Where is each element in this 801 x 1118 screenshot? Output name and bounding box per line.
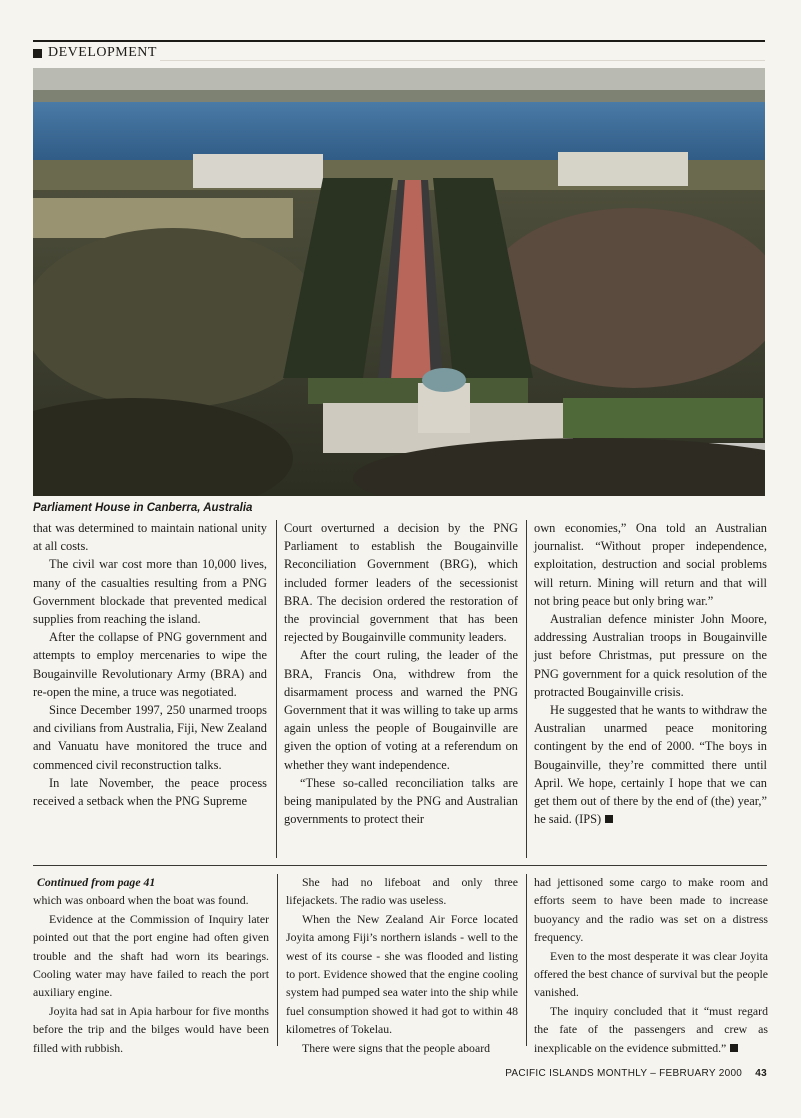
- column-divider: [526, 520, 527, 858]
- paragraph: The civil war cost more than 10,000 lives, many of the casualties resulting from a PNG Government blockade that prevented medical supplies from reaching the island.: [33, 557, 267, 627]
- section-title: DEVELOPMENT: [48, 45, 157, 60]
- end-square-icon: [605, 815, 613, 823]
- paragraph: Australian defence minister John Moore, addressing Australian troops in Bougainville just before Christmas, put pressure on the PNG government for a quick resolution of the protracted Bougainville crisis.: [534, 612, 767, 699]
- page-footer: [505, 1068, 767, 1079]
- article-photo: [33, 68, 765, 496]
- column-divider: [276, 520, 277, 858]
- paragraph: There were signs that the people aboard: [302, 1040, 491, 1055]
- paragraph: “These so-called reconciliation talks are being manipulated by the PNG and Australian governments to protect their: [284, 775, 518, 827]
- continued-column-2: [286, 873, 518, 1057]
- header-rule: [160, 60, 765, 61]
- paragraph: After the court ruling, the leader of the BRA, Francis Ona, withdrew from the disarmament process and warned the PNG Government that it was willing to take up arms again unless the people of Bougainville are given the option of voting at a referendum on whether they want independence.: [284, 648, 518, 772]
- column-divider: [526, 874, 527, 1046]
- article-column-1: [33, 519, 267, 810]
- paragraph: Court overturned a decision by the PNG Parliament to establish the Bougainville Reconciliation Government (BRG), which included former leaders of the secessionist BRA. The decision ordered the restoration of the provincial government that has been rejected by Bougainville community leaders.: [284, 521, 518, 645]
- paragraph-text: The inquiry concluded that it “must regard the fate of the passengers and crew as inexplicable on the evidence submitted.”: [534, 1003, 768, 1055]
- paragraph: which was onboard when the boat was found.: [33, 893, 249, 908]
- section-divider: [33, 865, 767, 866]
- canberra-aerial-photo: [33, 68, 765, 496]
- paragraph-text: He suggested that he wants to withdraw the Australian unarmed peace monitoring contingent by the end of 2000. “The boys in Bougainville, they’re committed there until April. We hope, certainly I hope that we can get them out of there by the end of (the) year,” he said. (IPS): [534, 703, 767, 827]
- continued-column-1: [33, 873, 269, 1057]
- paragraph: Joyita had sat in Apia harbour for five months before the trip and the bilges would have been filled with rubbish.: [33, 1003, 269, 1055]
- paragraph: Even to the most desperate it was clear Joyita offered the best chance of survival but the people vanished.: [534, 948, 768, 1000]
- paragraph: When the New Zealand Air Force located Joyita among Fiji’s northern islands - well to the west of its course - she was flooded and listing to port. Evidence showed that the engine cooling system had pumped sea water into the ship while fuel consumption showed it had got to within 48 kilometres of Tokelau.: [286, 911, 518, 1037]
- paragraph: In late November, the peace process received a setback when the PNG Supreme: [33, 775, 267, 809]
- paragraph: own economies,” Ona told an Australian journalist. “Without proper independence, exploitation, destruction and social problems will return. Mining will return and that will not bring peace but only bring war.”: [534, 521, 767, 608]
- continued-column-3: [534, 873, 768, 1057]
- paragraph: After the collapse of PNG government and attempts to employ mercenaries to wipe the Bougainville Revolutionary Army (BRA) and re-open the mine, a truce was negotiated.: [33, 630, 267, 699]
- column-divider: [277, 874, 278, 1046]
- paragraph: Evidence at the Commission of Inquiry later pointed out that the port engine had often given trouble and the shaft had worn its bearings. Cooling water may have failed to reach the port auxiliary engine.: [33, 911, 269, 1000]
- paragraph: Since December 1997, 250 unarmed troops and civilians from Australia, Fiji, New Zealand and Vanuatu have monitored the truce and commenced civil reconstruction talks.: [33, 703, 267, 772]
- paragraph: had jettisoned some cargo to make room and efforts seem to have been made to increase buoyancy and the radio was set on a distress frequency.: [534, 875, 768, 945]
- article-column-3: [534, 519, 767, 828]
- end-square-icon: [730, 1044, 738, 1052]
- article-column-2: [284, 519, 518, 828]
- paragraph: [534, 701, 767, 828]
- paragraph: that was determined to maintain national unity at all costs.: [33, 521, 267, 554]
- photo-caption: Parliament House in Canberra, Australia: [33, 502, 253, 514]
- paragraph: She had no lifeboat and only three lifejackets. The radio was useless.: [286, 875, 518, 908]
- publication-name: PACIFIC ISLANDS MONTHLY – FEBRUARY 2000: [505, 1068, 743, 1079]
- paragraph: [534, 1002, 768, 1057]
- section-header: [33, 40, 765, 61]
- section-square-icon: [33, 49, 42, 58]
- continued-label: Continued from page 41: [37, 875, 156, 889]
- page-number: 43: [755, 1068, 767, 1079]
